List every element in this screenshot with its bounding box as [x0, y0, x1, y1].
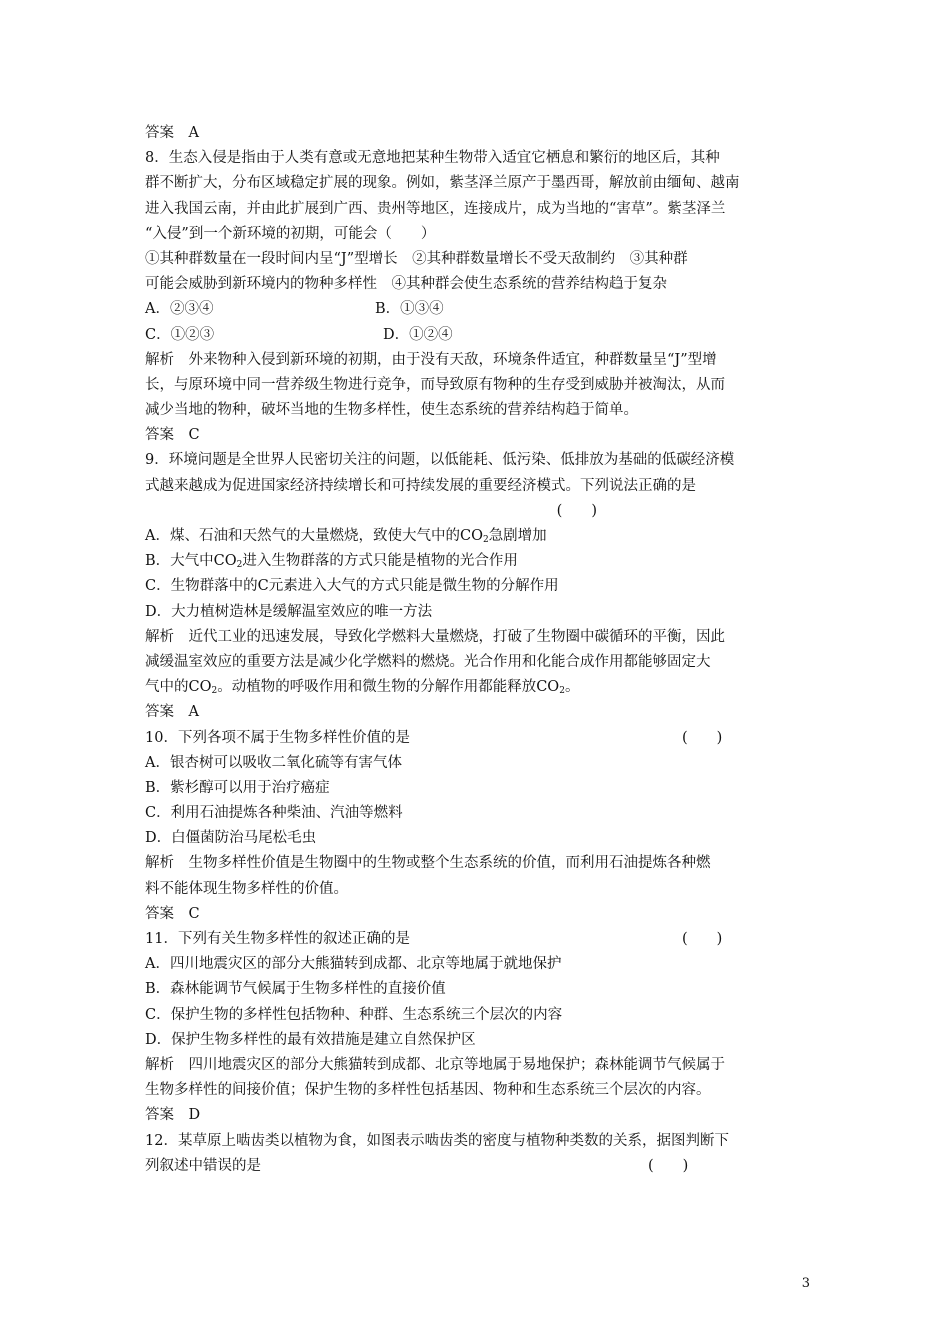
q9-analysis-text: 。动植物的呼吸作用和微生物的分解作用都能释放CO [217, 679, 560, 696]
q9-analysis-text: 。 [564, 679, 580, 696]
q12-answer-bracket: ( ) [648, 1157, 689, 1174]
q9-option-b-tail: 进入生物群落的方式只能是植物的光合作用 [242, 553, 518, 570]
q9-analysis-subscript: 2 [559, 686, 565, 697]
q11-answer-bracket: ( ) [682, 931, 723, 947]
q10-stem: 10．下列各项不属于生物多样性价值的是 [145, 729, 410, 746]
q9-option-a [145, 524, 815, 549]
q11-stem: 11．下列有关生物多样性的叙述正确的是 [145, 931, 410, 947]
q11-option: A．四川地震灾区的部分大熊猫转到成都、北京等地属于就地保护 [145, 956, 562, 973]
q10-option: B．紫杉醇可以用于治疗癌症 [145, 779, 330, 796]
q8-analysis-line: 长，与原环境中同一营养级生物进行竞争，而导致原有物种的生存受到威胁并被淘汰，从而 [145, 376, 725, 393]
q12-stem-line: 列叙述中错误的是 [145, 1157, 261, 1174]
q10-stem-row [145, 726, 815, 751]
q9-analysis-text: 气中的CO [145, 679, 212, 696]
q8-analysis-line: 减少当地的物种，破坏当地的生物多样性，使生态系统的营养结构趋于简单。 [145, 402, 638, 419]
q12-stem-line: 12．某草原上啮齿类以植物为食，如图表示啮齿类的密度与植物种类数的关系，据图判断下 [145, 1132, 729, 1149]
q12-stem-row [145, 1154, 815, 1179]
q8-statement-line: ①其种群数量在一段时间内呈“J”型增长 ②其种群数量增长不受天敌制约 ③其种群 [145, 250, 688, 267]
q9-option-a-text: A．煤、石油和天然气的大量燃烧，致使大气中的CO [145, 528, 483, 544]
page-number: 3 [801, 1276, 810, 1291]
q9-option-d: D．大力植树造林是缓解温室效应的唯一方法 [145, 603, 433, 620]
q9-answer-bracket: ( ) [556, 502, 597, 519]
q8-stem-line: 群不断扩大，分布区域稳定扩展的现象。例如，紫茎泽兰原产于墨西哥，解放前由缅甸、越南 [145, 175, 740, 192]
q10-option: D．白僵菌防治马尾松毛虫 [145, 830, 317, 847]
q11-analysis-line: 生物多样性的间接价值；保护生物的多样性包括基因、物种和生态系统三个层次的内容。 [145, 1082, 711, 1099]
q11-option: C．保护生物的多样性包括物种、种群、生态系统三个层次的内容 [145, 1006, 563, 1023]
q11-analysis-line: 解析 四川地震灾区的部分大熊猫转到成都、北京等地属于易地保护；森林能调节气候属于 [145, 1056, 725, 1073]
q9-analysis-line: 解析 近代工业的迅速发展，导致化学燃料大量燃烧，打破了生物圈中碳循环的平衡，因此 [145, 628, 725, 645]
q9-analysis-line [145, 675, 815, 700]
q8-option-d: D．①②④ [383, 326, 453, 343]
q7-answer: 答案 A [145, 125, 199, 141]
q9-option-a-tail: 急剧增加 [488, 528, 547, 544]
q10-option: C．利用石油提炼各种柴油、汽油等燃料 [145, 805, 403, 822]
q9-option-a-subscript: 2 [482, 535, 489, 545]
q11-option: B．森林能调节气候属于生物多样性的直接价值 [145, 981, 446, 998]
q9-analysis-subscript: 2 [211, 686, 218, 697]
q10-analysis-line: 解析 生物多样性价值是生物圈中的生物或整个生态系统的价值，而利用石油提炼各种燃 [145, 855, 711, 872]
q9-option-b [145, 549, 815, 574]
q9-answer: 答案 A [145, 704, 199, 721]
q9-stem-line: 式越来越成为促进国家经济持续增长和可持续发展的重要经济模式。下列说法正确的是 [145, 477, 696, 494]
q8-option-a: A．②③④ [145, 301, 214, 318]
q9-option-c: C．生物群落中的C元素进入大气的方式只能是微生物的分解作用 [145, 578, 559, 595]
q10-option: A．银杏树可以吸收二氧化硫等有害气体 [145, 754, 402, 771]
q8-option-b: B．①③④ [375, 301, 444, 318]
q10-answer-bracket: ( ) [682, 729, 723, 746]
q11-option: D．保护生物多样性的最有效措施是建立自然保护区 [145, 1031, 476, 1048]
q10-analysis-line: 料不能体现生物多样性的价值。 [145, 880, 348, 897]
q8-stem-line: “入侵”到一个新环境的初期，可能会（ ） [145, 225, 436, 242]
document-body [145, 121, 815, 1179]
q8-stem-line: 进入我国云南，并由此扩展到广西、贵州等地区，连接成片，成为当地的“害草”。紫茎泽兰 [145, 200, 726, 217]
q8-statement-line: 可能会威胁到新环境内的物种多样性 ④其种群会使生态系统的营养结构趋于复杂 [145, 276, 667, 293]
q8-option-row [145, 323, 815, 348]
q9-option-b-subscript: 2 [236, 560, 243, 571]
q8-answer: 答案 C [145, 427, 200, 444]
q9-option-b-text: B．大气中CO [145, 553, 237, 570]
q9-stem-line: 9．环境问题是全世界人民密切关注的问题，以低能耗、低污染、低排放为基础的低碳经济模 [145, 452, 735, 469]
q10-answer: 答案 C [145, 905, 200, 922]
q11-stem-row [145, 927, 815, 952]
q8-option-row [145, 297, 815, 322]
q8-stem-line: 8．生态入侵是指由于人类有意或无意地把某种生物带入适宜它栖息和繁衍的地区后，其种 [145, 150, 720, 167]
q8-analysis-line: 解析 外来物种入侵到新环境的初期，由于没有天敌，环境条件适宜，种群数量呈“J”型增 [145, 351, 717, 368]
q9-analysis-line: 减缓温室效应的重要方法是减少化学燃料的燃烧。光合作用和化能合成作用都能够固定大 [145, 653, 711, 670]
q8-option-c: C．①②③ [145, 326, 215, 343]
q11-answer: 答案 D [145, 1107, 201, 1124]
